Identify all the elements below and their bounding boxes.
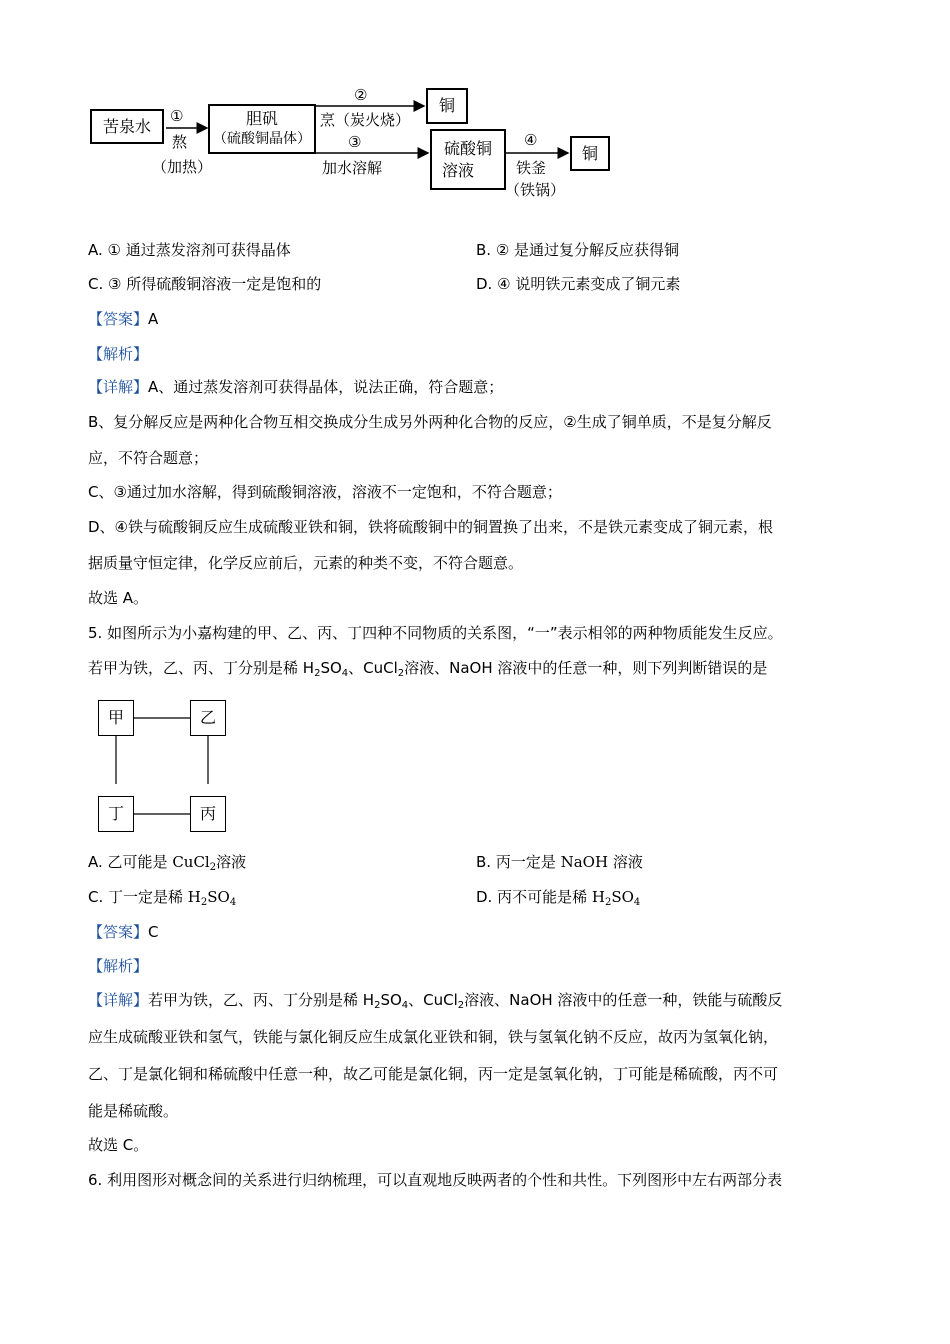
q4-analysis-heading: 【解析】 (88, 345, 149, 363)
box-bing: 丙 (190, 796, 226, 832)
answer-tag: 【答案】 (88, 923, 149, 941)
box-ding: 丁 (98, 796, 134, 832)
q6-stem-line-1: 6. 利用图形对概念间的关系进行归纳梳理，可以直观地反映两者的个性和共性。下列图形中左右两部分表 (88, 1171, 783, 1189)
q4-option-d: D. ④ 说明铁元素变成了铜元素 (476, 275, 681, 293)
q5-analysis-heading: 【解析】 (88, 957, 149, 975)
step4-label: 铁釜 (516, 159, 547, 177)
q5-stem-line-1: 5. 如图所示为小嘉构建的甲、乙、丙、丁四种不同物质的关系图，“一”表示相邻的两种物质能发生反应。 (88, 624, 783, 642)
box-kuquanshui: 苦泉水 (90, 109, 164, 144)
box-solution: 硫酸铜 溶液 (430, 129, 506, 190)
box-tong-top: 铜 (426, 88, 468, 124)
step1-number: ① (170, 107, 184, 125)
q4-detail-line-4: C、③通过加水溶解，得到硫酸铜溶液，溶液不一定饱和，不符合题意； (88, 483, 562, 501)
q5-detail-line-2: 应生成硫酸亚铁和氢气，铁能与氯化铜反应生成氯化亚铁和铜，铁与氢氧化钠不反应，故丙为氢氧化钠， (88, 1028, 779, 1046)
step3-number: ③ (348, 133, 362, 151)
q5-option-c: C. 丁一定是稀 $H_2SO_4$ (88, 888, 237, 908)
box-tong-right: 铜 (570, 136, 610, 171)
q5-option-a: A. 乙可能是 CuCl$_2$溶液 (88, 853, 247, 873)
q4-detail-line-2: B、复分解反应是两种化合物互相交换成分生成另外两种化合物的反应，②生成了铜单质，不是复分解反 (88, 413, 772, 431)
q5-detail-line-1: 【详解】若甲为铁，乙、丙、丁分别是稀 $H_2SO_4$、CuCl$_2$溶液、NaOH 溶液中的任意一种，铁能与硫酸反 (88, 991, 783, 1011)
step4-number: ④ (524, 131, 538, 149)
q4-detail-line-6: 据质量守恒定律，化学反应前后，元素的种类不变，不符合题意。 (88, 554, 524, 572)
q4-conclusion: 故选 A。 (88, 589, 149, 607)
q4-option-a: A. ① 通过蒸发溶剂可获得晶体 (88, 241, 291, 259)
q5-option-d: D. 丙不可能是稀 $H_2SO_4$ (476, 888, 641, 908)
q4-option-b: B. ② 是通过复分解反应获得铜 (476, 241, 680, 259)
answer-tag: 【答案】 (88, 310, 149, 328)
q5-option-b: B. 丙一定是 NaOH 溶液 (476, 853, 643, 871)
step3-label: 加水溶解 (322, 159, 383, 177)
step2-label: 烹（炭火烧） (320, 111, 411, 129)
q4-detail-line-1: 【详解】A、通过蒸发溶剂可获得晶体，说法正确，符合题意； (88, 378, 504, 396)
q4-detail-line-5: D、④铁与硫酸铜反应生成硫酸亚铁和铜，铁将硫酸铜中的铜置换了出来，不是铁元素变成了铜元素，根 (88, 518, 774, 536)
step2-number: ② (354, 86, 368, 104)
relation-diagram-lines (0, 690, 300, 850)
box-jia: 甲 (98, 700, 134, 736)
q5-answer: 【答案】C (88, 923, 159, 941)
q5-detail-line-4: 能是稀硫酸。 (88, 1102, 179, 1120)
q4-option-c: C. ③ 所得硫酸铜溶液一定是饱和的 (88, 275, 322, 293)
step1-note: （加热） (152, 158, 213, 176)
step4-note: （铁锅） (505, 181, 566, 199)
step1-label: 熬 (172, 133, 188, 151)
q5-detail-line-3: 乙、丁是氯化铜和稀硫酸中任意一种，故乙可能是氯化铜，丙一定是氢氧化钠，丁可能是稀硫酸，丙不可 (88, 1065, 779, 1083)
q5-conclusion: 故选 C。 (88, 1136, 149, 1154)
box-danfan: 胆矾 （硫酸铜晶体） (208, 104, 316, 154)
q5-stem-line-2: 若甲为铁，乙、丙、丁分别是稀 $H_2SO_4$、CuCl$_2$溶液、NaOH 溶液中的任意一种，则下列判断错误的是 (88, 659, 768, 679)
q4-detail-line-3: 应，不符合题意； (88, 449, 209, 467)
box-yi: 乙 (190, 700, 226, 736)
q4-answer: 【答案】A (88, 310, 159, 328)
